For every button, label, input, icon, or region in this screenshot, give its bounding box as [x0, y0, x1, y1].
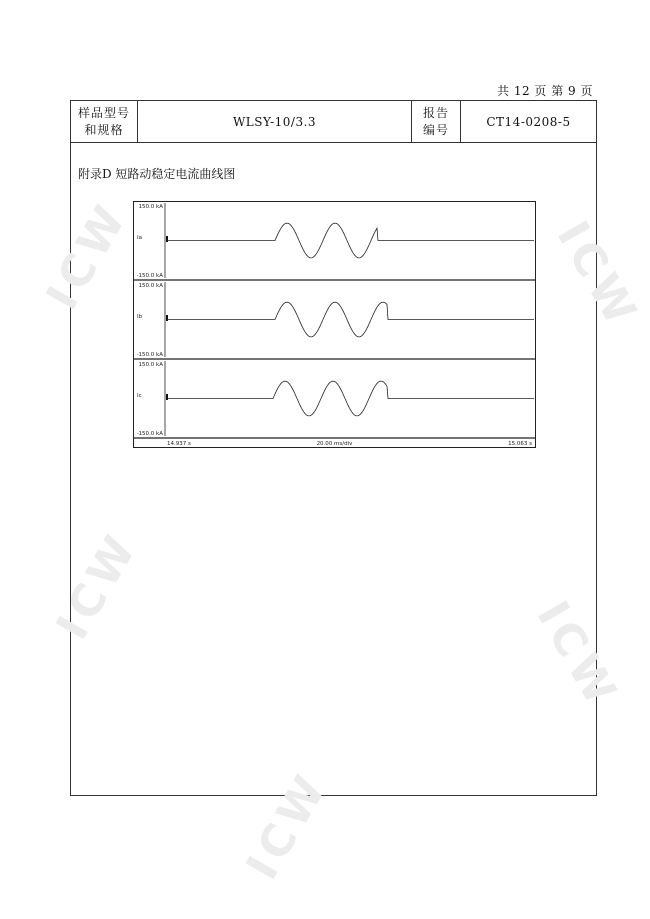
channel-label: Ic	[137, 393, 142, 399]
report-frame	[70, 100, 597, 796]
y-min-label: -150.0 kA	[136, 352, 163, 358]
model-value: WLSY-10/3.3	[232, 114, 317, 129]
x-start-label: 14.937 s	[167, 441, 191, 447]
current-waveform-chart	[133, 201, 536, 448]
waveform-ib	[167, 302, 534, 337]
report-label-line2: 编号	[422, 122, 449, 137]
watermark: ICW	[236, 762, 339, 889]
watermark: ICW	[526, 592, 629, 719]
y-max-label: 150.0 kA	[138, 204, 163, 210]
watermark: ICW	[546, 212, 649, 339]
x-end-label: 15.063 s	[508, 441, 532, 447]
header-table	[71, 101, 596, 143]
report-label-cell	[412, 101, 460, 142]
y-min-label: -150.0 kA	[136, 273, 163, 279]
watermark: ICW	[36, 192, 139, 319]
chart-border	[134, 202, 536, 448]
report-value: CT14-0208-5	[486, 114, 571, 129]
report-value-cell	[461, 101, 596, 142]
channel-label: Ib	[137, 314, 143, 320]
model-label-line2: 和规格	[84, 122, 124, 137]
page-info: 共 12 页 第 9 页	[497, 84, 593, 98]
trigger-marker	[166, 394, 168, 400]
model-value-cell	[138, 101, 411, 142]
y-min-label: -150.0 kA	[136, 431, 163, 437]
y-max-label: 150.0 kA	[138, 283, 163, 289]
model-label-cell	[71, 101, 137, 142]
trigger-marker	[166, 315, 168, 321]
trigger-marker	[166, 236, 168, 242]
section-title: 附录D 短路动稳定电流曲线图	[78, 167, 236, 181]
waveform-ia	[167, 223, 534, 258]
x-scale-label: 20.00 ms/div	[316, 441, 353, 447]
y-max-label: 150.0 kA	[138, 362, 163, 368]
watermark: ICW	[46, 522, 149, 649]
waveform-ic	[167, 381, 534, 416]
report-label-line1: 报告	[422, 105, 449, 120]
channel-label: Ia	[137, 235, 142, 241]
model-label-line1: 样品型号	[77, 105, 130, 120]
